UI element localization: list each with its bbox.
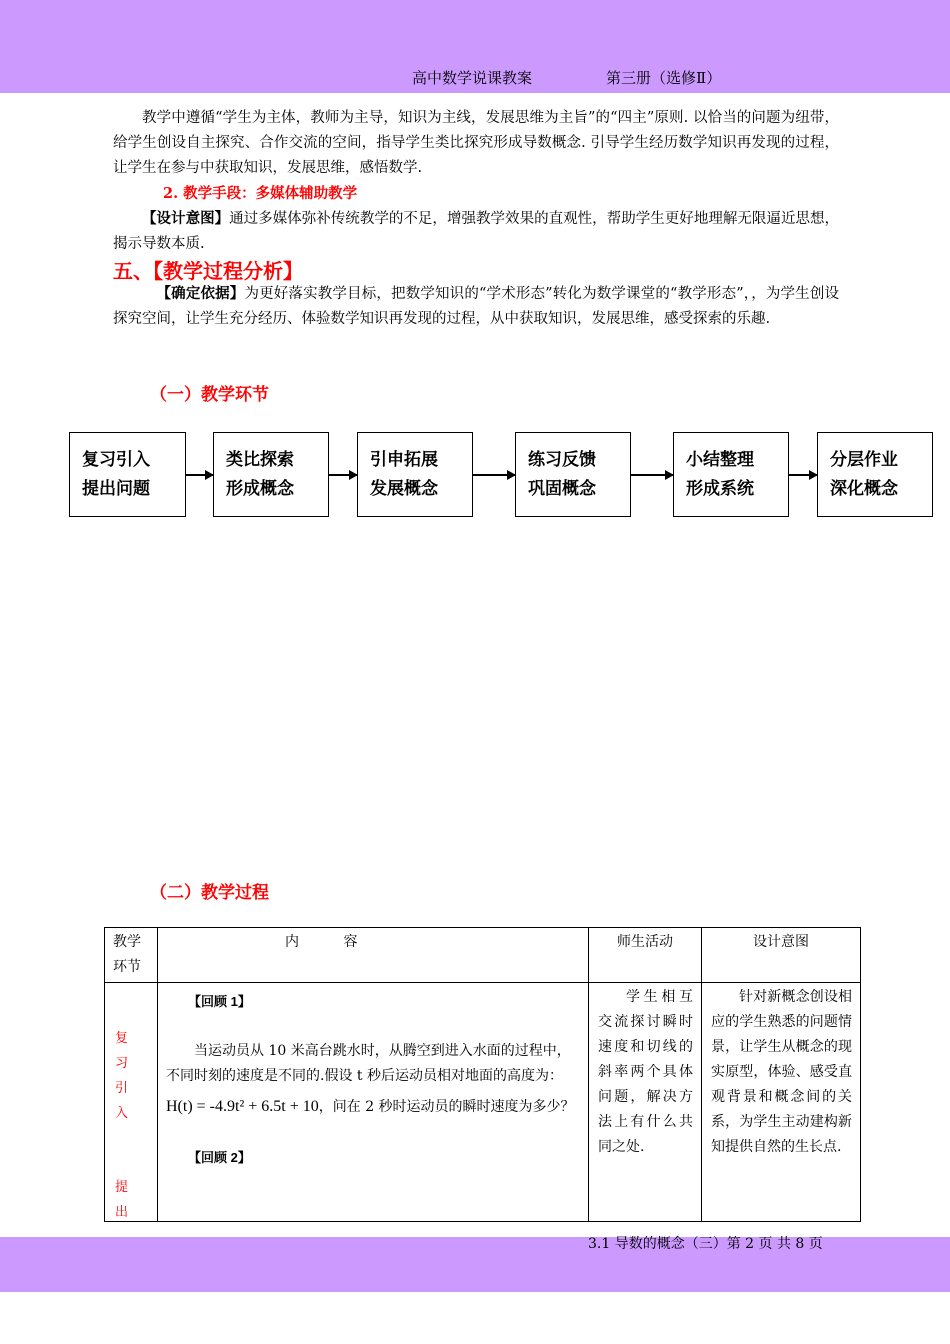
- process-table: [104, 927, 861, 1222]
- teaching-means-title: 2. 教学手段：多媒体辅助教学: [163, 185, 358, 202]
- header-title: 高中数学说课教案: [412, 69, 533, 87]
- flow-box-line2: 深化概念: [830, 478, 898, 499]
- stage-char: 提: [115, 1180, 129, 1195]
- stage-char: 习: [115, 1056, 129, 1071]
- flow-box-homework: [817, 432, 933, 517]
- paragraph-design-intent: [113, 206, 839, 257]
- flow-box-extend: [357, 432, 473, 517]
- paragraph-basis: [113, 281, 839, 332]
- flow-box-line1: 分层作业: [830, 449, 898, 470]
- table-header-row: [105, 928, 861, 983]
- stage-char: 入: [115, 1106, 129, 1121]
- flow-arrow: [186, 474, 213, 476]
- teacher-student-text: 学生相互交流探讨瞬时速度和切线的斜率两个具体问题，解决方法上有什么共同之处.: [598, 989, 693, 1155]
- flow-box-line1: 复习引入: [82, 449, 150, 470]
- flow-box-line2: 形成系统: [686, 478, 754, 499]
- header-design-intent: 设计意图: [702, 928, 861, 983]
- table-row: [105, 983, 861, 1222]
- flow-arrow: [789, 474, 817, 476]
- header-stage: 教学环节: [105, 928, 158, 983]
- paragraph-principles: 教学中遵循“学生为主体，教师为主导，知识为主线，发展思维为主旨”的“四主”原则. 以恰当的问题为纽带，给学生创设自主探究、合作交流的空间，指导学生类比探究形成导数概念. 引导学生经历数学知识再发现的过程，让学生在参与中获取知识，发展思维，感悟数学.: [113, 110, 839, 176]
- review-1-text: 当运动员从 10 米高台跳水时，从腾空到进入水面的过程中，不同时刻的速度是不同的.假设 t 秒后运动员相对地面的高度为：: [166, 1043, 571, 1084]
- header-teacher-student: 师生活动: [589, 928, 702, 983]
- height-formula: H(t) = -4.9t² + 6.5t + 10: [166, 1098, 319, 1115]
- flow-box-review: [69, 432, 186, 517]
- stage-char: 复: [115, 1031, 129, 1046]
- section-title: 五、【教学过程分析】: [113, 259, 303, 283]
- basis-label: 【确定依据】: [156, 285, 245, 302]
- flow-arrow: [329, 474, 357, 476]
- teacher-student-cell: [589, 983, 702, 1222]
- flow-box-line2: 形成概念: [226, 478, 294, 499]
- flow-box-practice: [515, 432, 631, 517]
- flow-arrow: [473, 474, 515, 476]
- design-intent-cell-text: 针对新概念创设相应的学生熟悉的问题情景，让学生从概念的现实原型，体验、感受直观背景和概念间的关系，为学生主动建构新知提供自然的生长点.: [711, 989, 852, 1155]
- stage-char: 出: [115, 1205, 129, 1220]
- design-intent-label: 【设计意图】: [142, 210, 230, 227]
- design-intent-text: 通过多媒体弥补传统教学的不足，增强教学效果的直观性，帮助学生更好地理解无限逼近思想，揭示导数本质.: [113, 211, 840, 252]
- header-content: 内 容: [158, 928, 589, 983]
- formula-question: ，问在 2 秒时运动员的瞬时速度为多少？: [318, 1099, 575, 1115]
- subsection-teaching-process: （二）教学过程: [150, 883, 269, 903]
- design-intent-cell: [702, 983, 861, 1222]
- flow-box-line1: 练习反馈: [528, 449, 596, 470]
- header-volume: 第三册（选修Ⅱ）: [606, 69, 722, 87]
- stage-cell: [105, 983, 158, 1222]
- flow-box-line2: 发展概念: [370, 478, 438, 499]
- flow-box-line2: 提出问题: [82, 478, 150, 499]
- flow-box-line1: 小结整理: [686, 449, 754, 470]
- basis-text: 为更好落实教学目标，把数学知识的“学术形态”转化为数学课堂的“教学形态”，，为学生创设探究空间，让学生充分经历、体验数学知识再发现的过程，从中获取知识，发展思维，感受探索的乐趣.: [113, 286, 839, 327]
- content-cell: [158, 983, 589, 1222]
- stage-char: 引: [115, 1081, 129, 1096]
- review-2-label: 【回顾 2】: [188, 1150, 251, 1165]
- subsection-teaching-stages: （一）教学环节: [150, 385, 269, 405]
- flow-box-line1: 类比探索: [226, 449, 294, 470]
- flow-box-line1: 引申拓展: [370, 449, 438, 470]
- flow-box-summary: [673, 432, 789, 517]
- footer-page-info: 3.1 导数的概念（三）第 2 页 共 8 页: [588, 1236, 823, 1252]
- flow-box-line2: 巩固概念: [528, 478, 596, 499]
- review-1-label: 【回顾 1】: [188, 994, 251, 1009]
- flow-arrow: [631, 474, 673, 476]
- flow-box-analogy: [213, 432, 329, 517]
